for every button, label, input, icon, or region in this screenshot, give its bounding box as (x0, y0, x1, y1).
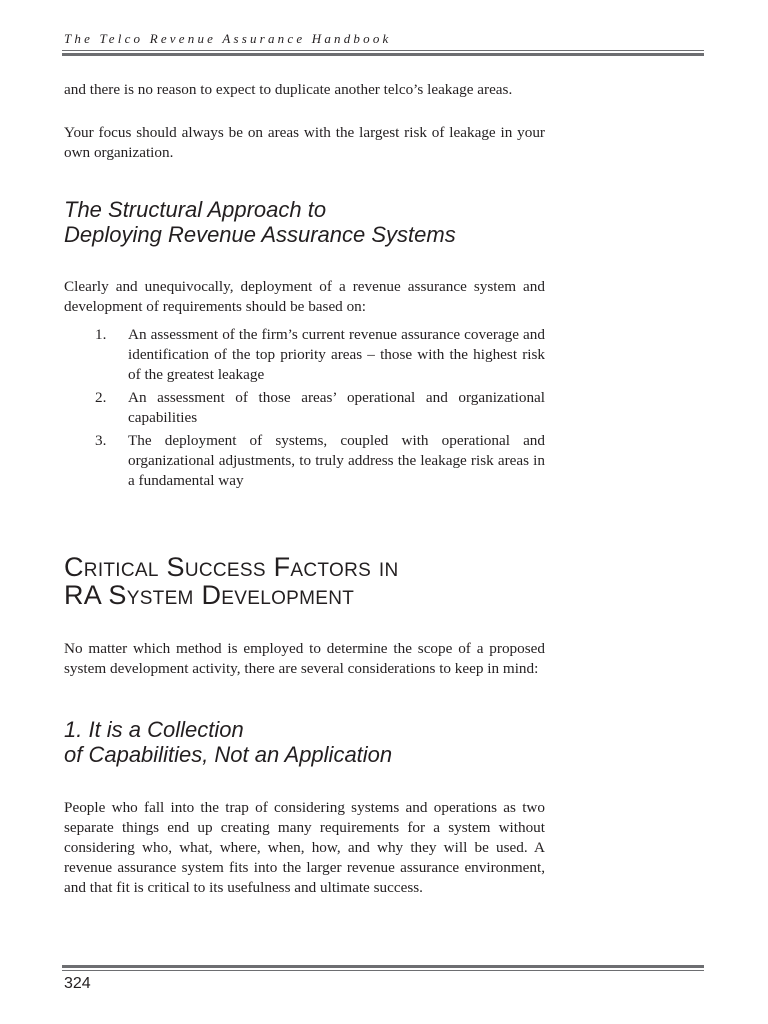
heading-line: Deploying Revenue Assurance Systems (64, 222, 456, 247)
paragraph: Clearly and unequivocally, deployment of a revenue assurance system and development of requirements should be based on: (64, 278, 545, 315)
list-number: 1. (95, 326, 107, 343)
heading-line: of Capabilities, Not an Application (64, 742, 393, 767)
list-text: The deployment of systems, coupled with operational and organizational adjustments, to truly address the leakage risk areas in a fundamental way (128, 432, 545, 489)
paragraph: Your focus should always be on areas with the largest risk of leakage in your own organization. (64, 124, 545, 161)
heading-line: 1. It is a Collection (64, 717, 244, 742)
chapter-section-heading-critical-success-factors (64, 553, 545, 609)
running-head: The Telco Revenue Assurance Handbook (64, 31, 392, 46)
section-heading-structural-approach (64, 197, 545, 247)
page-content (64, 80, 545, 898)
list-number: 3. (95, 432, 107, 449)
heading-line: The Structural Approach to (64, 197, 327, 222)
list-number: 2. (95, 389, 107, 406)
footer-rule (62, 965, 704, 971)
numbered-list (64, 325, 545, 491)
list-item (64, 388, 545, 428)
header-rule (62, 50, 704, 56)
list-item (64, 431, 545, 491)
paragraph: and there is no reason to expect to duplicate another telco’s leakage areas. (64, 81, 513, 98)
heading-line: RA System Development (64, 580, 355, 610)
section-heading-collection-of-capabilities (64, 717, 545, 767)
list-text: An assessment of those areas’ operational and organizational capabilities (128, 389, 545, 426)
paragraph: No matter which method is employed to determine the scope of a proposed system development activity, there are several considerations to keep in mind: (64, 640, 545, 677)
list-text: An assessment of the firm’s current revenue assurance coverage and identification of the top priority areas – those with the highest risk of the greatest leakage (128, 326, 545, 383)
paragraph: People who fall into the trap of considering systems and operations as two separate things end up creating many requirements for a system without considering who, what, where, when, how, and why they will be used. A revenue assurance system fits into the larger revenue assurance environment, and that fit is critical to its usefulness and ultimate success. (64, 799, 545, 896)
list-item (64, 325, 545, 385)
page-number: 324 (64, 975, 91, 992)
heading-line: Critical Success Factors in (64, 552, 399, 582)
